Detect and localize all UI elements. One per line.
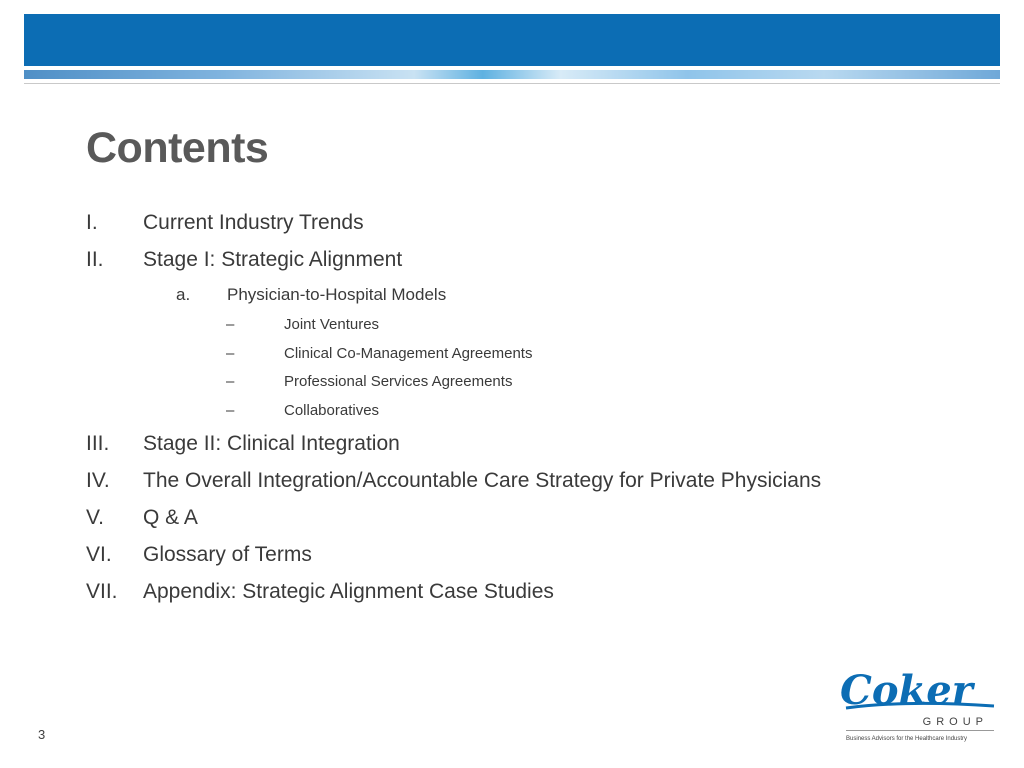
dash-bullet: – — [226, 373, 235, 390]
coker-group-logo — [836, 666, 998, 744]
slide-title: Contents — [86, 124, 269, 172]
toc-item-text: Glossary of Terms — [143, 543, 312, 566]
toc-item-number: VI. — [86, 543, 112, 566]
logo-group-text: GROUP — [922, 716, 988, 728]
toc-item-text: Current Industry Trends — [143, 211, 364, 234]
toc-item-number: II. — [86, 248, 104, 271]
toc-subitem-text: Physician-to-Hospital Models — [227, 285, 447, 304]
toc-subsubitem-text: Collaboratives — [284, 402, 380, 419]
logo-wordmark: Coker — [840, 667, 973, 714]
logo-tagline: Business Advisors for the Healthcare Industry — [846, 736, 968, 742]
toc-item-number: III. — [86, 432, 110, 455]
page-number: 3 — [38, 727, 46, 742]
dash-bullet: – — [226, 402, 235, 419]
toc-item-text: The Overall Integration/Accountable Care Strategy for Private Physicians — [143, 469, 822, 492]
toc-subsubitem-text: Professional Services Agreements — [284, 373, 513, 390]
header-rule — [24, 83, 1000, 84]
toc-subsubitem-text: Clinical Co-Management Agreements — [284, 345, 533, 362]
header-bar — [24, 14, 1000, 66]
toc-item-text: Stage I: Strategic Alignment — [143, 248, 403, 271]
toc-item-number: VII. — [86, 580, 118, 603]
logo-divider — [846, 730, 994, 731]
dash-bullet: – — [226, 316, 235, 333]
toc-item-number: IV. — [86, 469, 110, 492]
toc-item-text: Q & A — [143, 506, 198, 529]
toc-item-text: Stage II: Clinical Integration — [143, 432, 400, 455]
toc-item-text: Appendix: Strategic Alignment Case Studies — [143, 580, 554, 603]
toc-subsubitem-text: Joint Ventures — [284, 316, 380, 333]
toc-item-number: I. — [86, 211, 98, 234]
toc-item-number: V. — [86, 506, 104, 529]
toc-subitem-number: a. — [176, 285, 191, 304]
dash-bullet: – — [226, 345, 235, 362]
header-stripe — [24, 70, 1000, 79]
